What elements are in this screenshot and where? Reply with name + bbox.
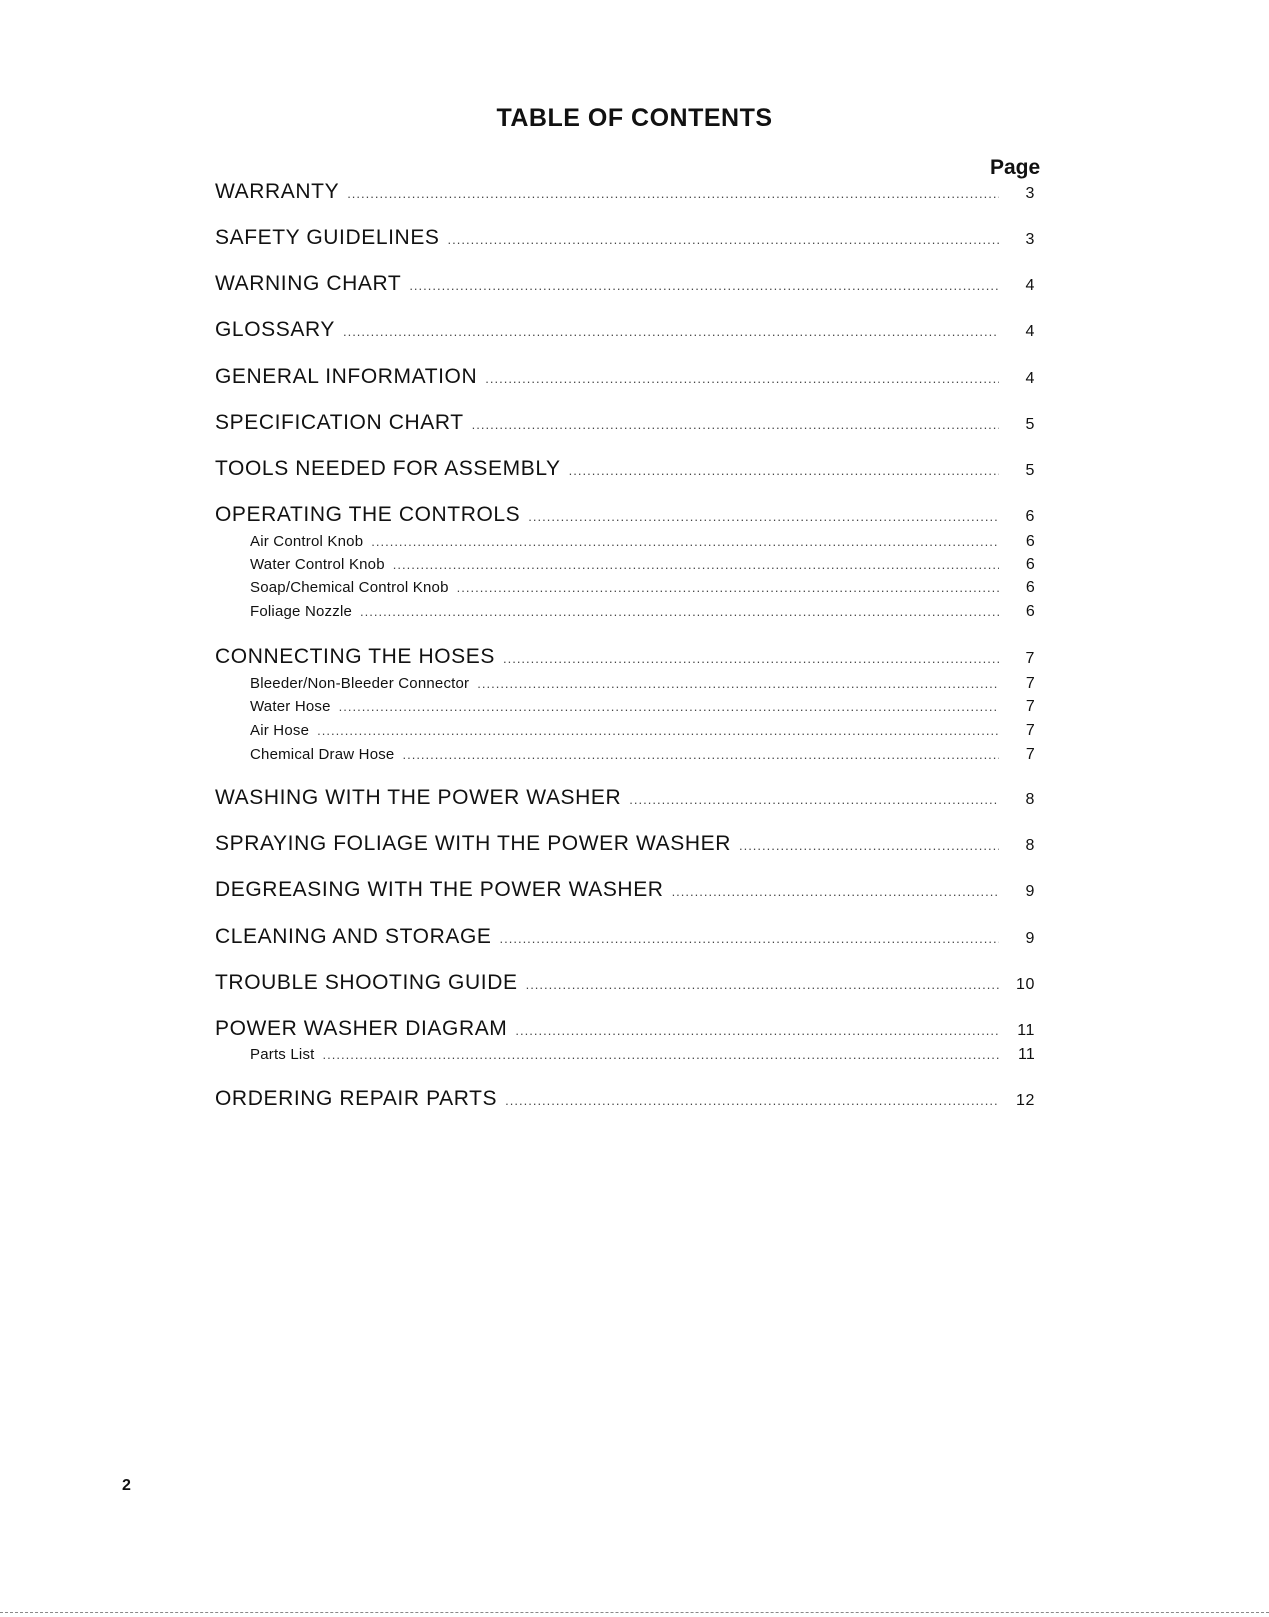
toc-entry-label: Air Hose [250, 722, 310, 739]
dot-leader [629, 792, 999, 807]
toc-entry-page: 6 [1025, 508, 1035, 525]
toc-entry[interactable] [215, 318, 1035, 342]
toc-entry-page: 5 [1025, 462, 1035, 479]
toc-entry-label: OPERATING THE CONTROLS [215, 503, 521, 526]
toc-entry-label: CLEANING AND STORAGE [215, 925, 492, 948]
dot-leader [672, 884, 999, 899]
toc-subentry[interactable] [250, 1046, 1035, 1064]
toc-entry[interactable] [215, 1087, 1035, 1111]
toc-entry-label: WARRANTY [215, 180, 340, 203]
toc-entry[interactable] [215, 878, 1035, 902]
dot-leader [503, 651, 999, 666]
toc-entry-label: Air Control Knob [250, 533, 364, 550]
toc-entry-page: 4 [1025, 370, 1035, 387]
toc-entry-label: DEGREASING WITH THE POWER WASHER [215, 878, 664, 901]
toc-entry-page: 7 [1025, 650, 1035, 667]
toc-entry-label: Parts List [250, 1046, 315, 1063]
toc-entry[interactable] [215, 786, 1035, 810]
dot-leader [448, 232, 999, 247]
dot-leader [515, 1023, 999, 1038]
dot-leader [323, 1047, 999, 1062]
toc-entry[interactable] [215, 457, 1035, 481]
toc-subentry[interactable] [250, 533, 1035, 551]
toc-entry[interactable] [215, 365, 1035, 389]
dot-leader [347, 186, 999, 201]
toc-entry-label: CONNECTING THE HOSES [215, 645, 495, 668]
toc-entry-page: 3 [1025, 185, 1035, 202]
toc-entry-label: SPECIFICATION CHART [215, 411, 464, 434]
toc-entry[interactable] [215, 971, 1035, 995]
page-column-header: Page [990, 156, 1041, 179]
toc-entry-label: GLOSSARY [215, 318, 335, 341]
toc-entry-page: 6 [1025, 579, 1035, 596]
toc-entry-page: 7 [1025, 722, 1035, 739]
toc-entry-label: Water Hose [250, 698, 331, 715]
toc-entry-page: 9 [1025, 930, 1035, 947]
toc-subentry[interactable] [250, 556, 1035, 574]
dot-leader [343, 324, 999, 339]
page-number: 2 [122, 1477, 131, 1494]
toc-entry-page: 7 [1025, 698, 1035, 715]
toc-entry-label: WASHING WITH THE POWER WASHER [215, 786, 622, 809]
toc-entry[interactable] [215, 411, 1035, 435]
dot-leader [409, 278, 999, 293]
toc-entry-label: ORDERING REPAIR PARTS [215, 1087, 498, 1110]
toc-entry-label: SPRAYING FOLIAGE WITH THE POWER WASHER [215, 832, 731, 855]
toc-subentry[interactable] [250, 675, 1035, 693]
toc-entry-page: 6 [1025, 533, 1035, 550]
toc-subentry[interactable] [250, 698, 1035, 716]
dot-leader [569, 463, 999, 478]
dot-leader [739, 838, 999, 853]
toc-entry[interactable] [215, 272, 1035, 296]
toc-entry[interactable] [215, 925, 1035, 949]
toc-entry[interactable] [215, 503, 1035, 527]
toc-entry-page: 10 [1016, 976, 1035, 993]
dot-leader [477, 676, 999, 691]
toc-entry[interactable] [215, 226, 1035, 250]
toc-entry-label: WARNING CHART [215, 272, 402, 295]
toc-entry-page: 6 [1025, 603, 1035, 620]
dot-leader [526, 977, 999, 992]
toc-entry[interactable] [215, 180, 1035, 204]
toc-entry[interactable] [215, 645, 1035, 669]
dot-leader [472, 417, 999, 432]
toc-entry-label: Water Control Knob [250, 556, 385, 573]
dot-leader [457, 580, 999, 595]
toc-entry-label: Bleeder/Non-Bleeder Connector [250, 675, 470, 692]
toc-entry[interactable] [215, 832, 1035, 856]
dot-leader [339, 699, 999, 714]
toc-entry-label: TOOLS NEEDED FOR ASSEMBLY [215, 457, 561, 480]
toc-entry-page: 7 [1025, 746, 1035, 763]
toc-entry-page: 5 [1025, 416, 1035, 433]
page-title: TABLE OF CONTENTS [496, 104, 773, 132]
toc-entry-page: 9 [1025, 883, 1035, 900]
dot-leader [500, 931, 999, 946]
dot-leader [317, 723, 999, 738]
toc-entry-label: Chemical Draw Hose [250, 746, 395, 763]
dot-leader [528, 509, 999, 524]
toc-entry-label: SAFETY GUIDELINES [215, 226, 440, 249]
toc-entry-page: 6 [1025, 556, 1035, 573]
toc-entry-page: 8 [1025, 791, 1035, 808]
toc-entry-page: 8 [1025, 837, 1035, 854]
scan-edge-divider [0, 1612, 1269, 1613]
toc-entry-label: Soap/Chemical Control Knob [250, 579, 449, 596]
toc-entry-page: 3 [1025, 231, 1035, 248]
toc-subentry[interactable] [250, 603, 1035, 621]
toc-entry-page: 11 [1017, 1046, 1035, 1063]
toc-subentry[interactable] [250, 746, 1035, 764]
toc-entry-page: 11 [1017, 1022, 1035, 1039]
dot-leader [360, 604, 999, 619]
toc-entry-label: TROUBLE SHOOTING GUIDE [215, 971, 518, 994]
toc-entry-page: 12 [1016, 1092, 1035, 1109]
toc-entry-label: POWER WASHER DIAGRAM [215, 1017, 508, 1040]
dot-leader [485, 371, 999, 386]
toc-entry-label: GENERAL INFORMATION [215, 365, 478, 388]
toc-entry-page: 4 [1025, 323, 1035, 340]
toc-entry-page: 7 [1025, 675, 1035, 692]
dot-leader [393, 557, 999, 572]
toc-entry-page: 4 [1025, 277, 1035, 294]
dot-leader [505, 1093, 999, 1108]
toc-subentry[interactable] [250, 722, 1035, 740]
toc-subentry[interactable] [250, 579, 1035, 597]
toc-entry[interactable] [215, 1017, 1035, 1041]
toc-entry-label: Foliage Nozzle [250, 603, 353, 620]
dot-leader [402, 747, 999, 762]
dot-leader [371, 534, 999, 549]
